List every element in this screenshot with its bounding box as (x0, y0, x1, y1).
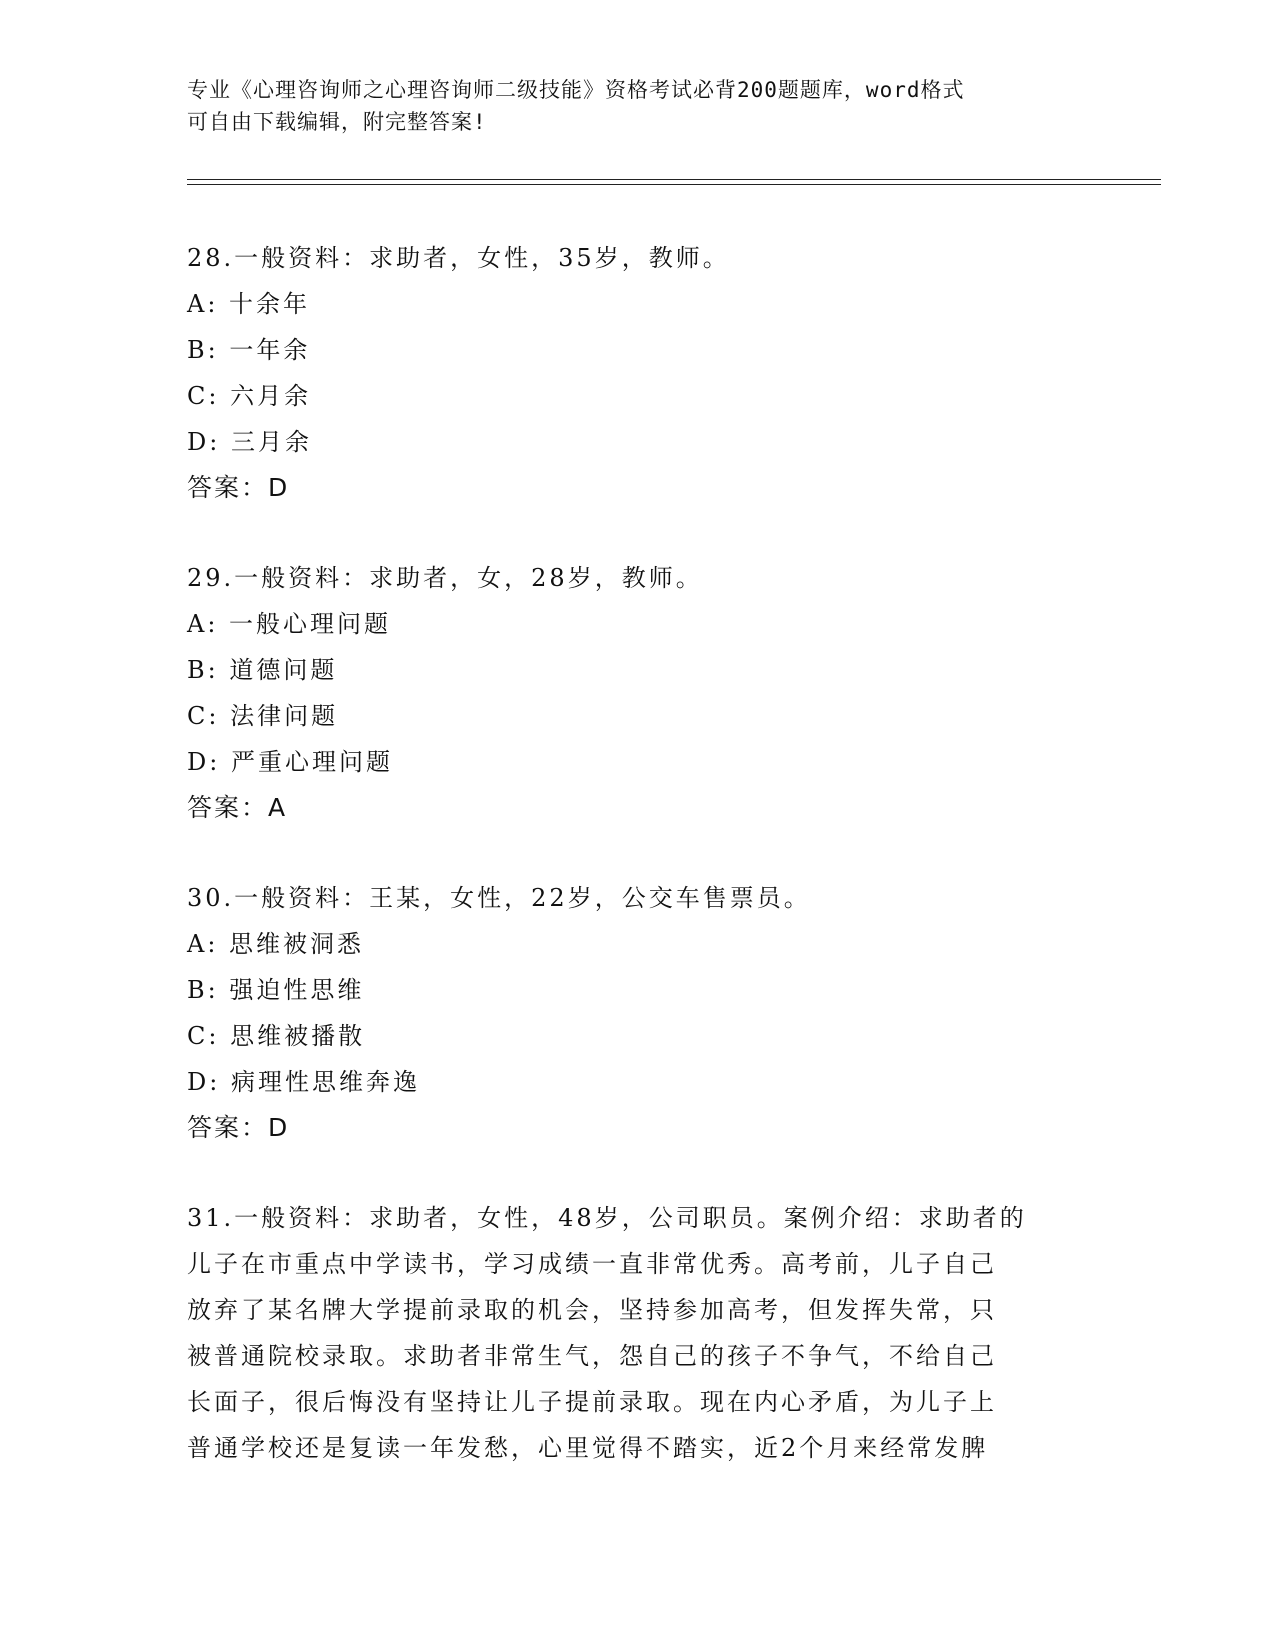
header-divider-bottom (187, 184, 1161, 185)
question-stem: 29.一般资料：求助者，女，28岁，教师。 (187, 564, 703, 592)
option-b: B: 一年余 (187, 336, 311, 364)
option-b: B: 强迫性思维 (187, 976, 365, 1004)
answer: 答案：D (187, 1113, 290, 1142)
question-28 (187, 235, 1087, 511)
question-30 (187, 875, 1087, 1151)
paragraph-line: 儿子在市重点中学读书，学习成绩一直非常优秀。高考前，儿子自己 (187, 1250, 997, 1278)
paragraph-line: 31.一般资料：求助者，女性，48岁，公司职员。案例介绍：求助者的 (187, 1204, 1027, 1232)
question-stem: 30.一般资料：王某，女性，22岁，公交车售票员。 (187, 884, 811, 912)
option-a: A: 一般心理问题 (187, 610, 392, 638)
question-29 (187, 555, 1087, 831)
option-a: A: 思维被洞悉 (187, 930, 365, 958)
option-d: D: 严重心理问题 (187, 748, 393, 776)
paragraph-line: 普通学校还是复读一年发愁，心里觉得不踏实，近2个月来经常发脾 (187, 1434, 989, 1462)
option-d: D: 三月余 (187, 428, 312, 456)
paragraph-line: 放弃了某名牌大学提前录取的机会，坚持参加高考，但发挥失常，只 (187, 1296, 997, 1324)
answer: 答案：A (187, 793, 288, 822)
header-divider-top (187, 179, 1161, 180)
header-line-2: 可自由下载编辑，附完整答案! (187, 110, 487, 134)
paragraph-line: 被普通院校录取。求助者非常生气，怨自己的孩子不争气，不给自己 (187, 1342, 997, 1370)
document-header (187, 74, 1087, 138)
option-c: C: 六月余 (187, 382, 312, 410)
question-31 (187, 1195, 1087, 1471)
option-c: C: 法律问题 (187, 702, 339, 730)
option-b: B: 道德问题 (187, 656, 338, 684)
option-d: D: 病理性思维奔逸 (187, 1068, 420, 1096)
option-c: C: 思维被播散 (187, 1022, 366, 1050)
option-a: A: 十余年 (187, 290, 311, 318)
paragraph-line: 长面子，很后悔没有坚持让儿子提前录取。现在内心矛盾，为儿子上 (187, 1388, 997, 1416)
question-stem: 28.一般资料：求助者，女性，35岁，教师。 (187, 244, 730, 272)
answer: 答案：D (187, 473, 290, 502)
header-line-1: 专业《心理咨询师之心理咨询师二级技能》资格考试必背200题题库，word格式 (187, 78, 965, 102)
